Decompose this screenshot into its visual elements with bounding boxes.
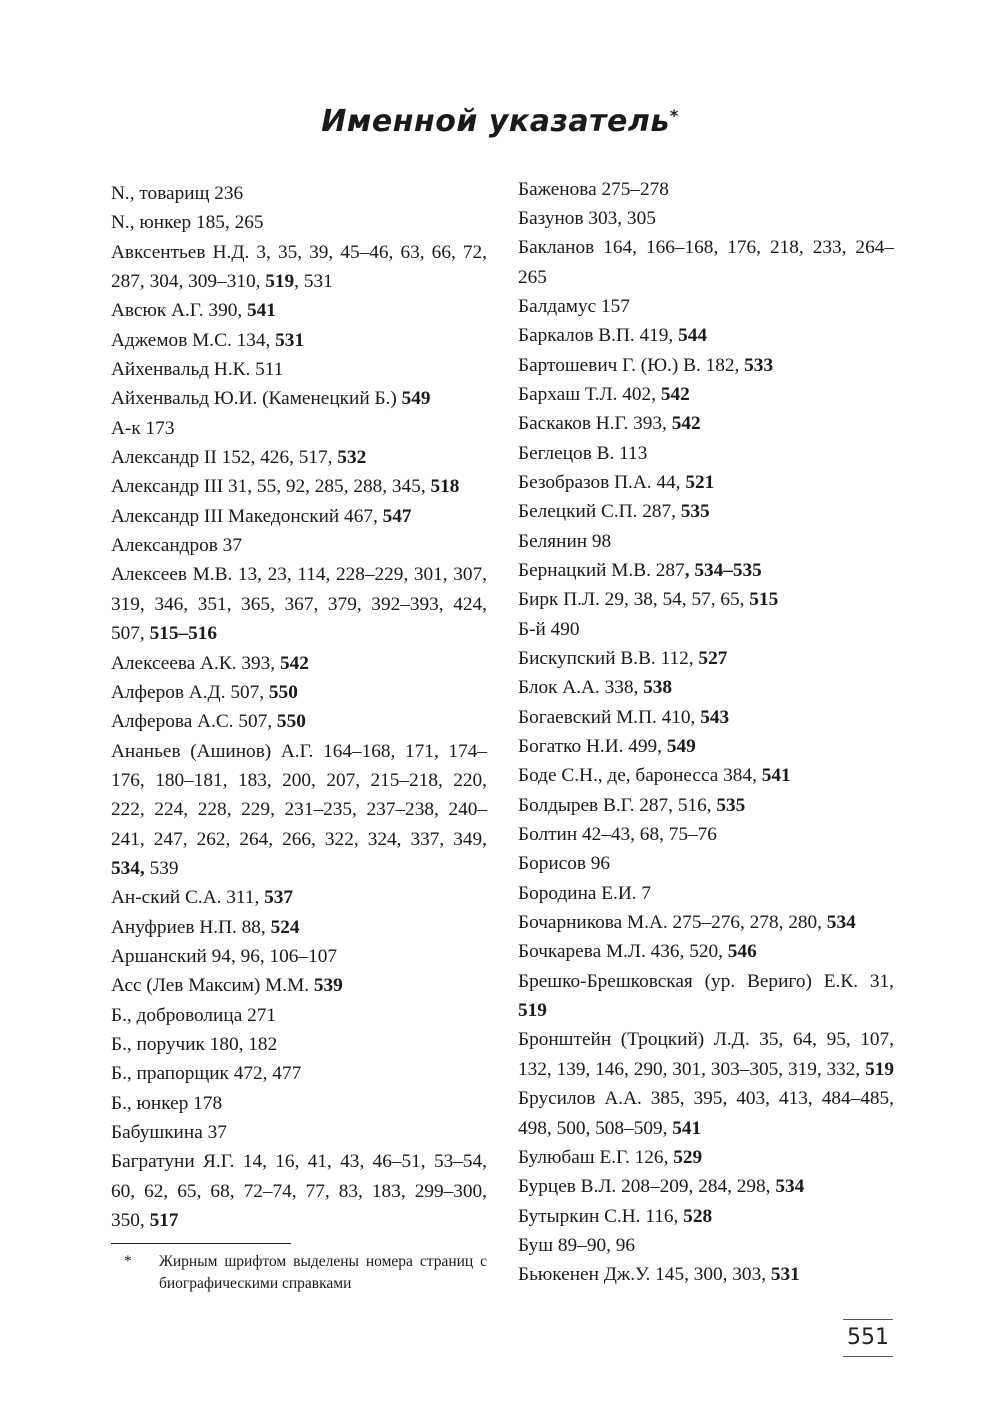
index-entry-text: Багратуни Я.Г. 14, 16, 41, 43, 46–51, 53–54, 60, 62, 65, 68, 72–74, 77, 83, 183, 299–300, 350, bbox=[111, 1151, 487, 1232]
index-entry-text: Айхенвальд Ю.И. (Каменецкий Б.) bbox=[111, 388, 402, 410]
index-entry bbox=[518, 761, 894, 790]
index-entry-text: Ан-ский С.А. 311, bbox=[111, 887, 265, 909]
index-entry-text: Ананьев (Ашинов) А.Г. 164–168, 171, 174–176, 180–181, 183, 200, 207, 215–218, 220, 222, 224, 228, 229, 231–235, 237–238, 240–241, 247, 262, 264, 266, 322, 324, 337, 349, bbox=[111, 740, 487, 850]
index-entry bbox=[518, 321, 894, 350]
index-entry-bio-page: 519 bbox=[518, 1000, 547, 1022]
index-entry bbox=[518, 1202, 894, 1231]
index-entry bbox=[111, 707, 487, 736]
footnote-reference-mark: * bbox=[669, 106, 679, 125]
index-entry-bio-page: 534 bbox=[826, 912, 856, 934]
index-entry-bio-page: 519 bbox=[265, 271, 295, 293]
index-entry bbox=[111, 531, 487, 560]
index-entry bbox=[111, 179, 487, 208]
index-entry bbox=[111, 737, 487, 884]
index-entry-text: Бурцев В.Л. 208–209, 284, 298, bbox=[518, 1176, 776, 1198]
index-entry-bio-page: 529 bbox=[673, 1146, 703, 1168]
footnote-text: Жирным шрифтом выделены номера страниц с биографическими справками bbox=[159, 1253, 487, 1292]
index-entry-bio-page: 534, bbox=[111, 857, 145, 879]
index-entry-text: Бабушкина 37 bbox=[111, 1122, 227, 1143]
index-entry-text: Александр II 152, 426, 517, bbox=[111, 447, 338, 469]
index-entry bbox=[111, 414, 487, 443]
index-entry-text: Болтин 42–43, 68, 75–76 bbox=[518, 824, 717, 846]
index-entry-text: Болдырев В.Г. 287, 516, bbox=[518, 794, 717, 816]
index-entry-text: Богатко Н.И. 499, bbox=[518, 736, 667, 758]
index-column-right bbox=[518, 175, 894, 1290]
index-entry-text: Буш 89–90, 96 bbox=[518, 1234, 636, 1256]
index-entry-text: Бирк П.Л. 29, 38, 54, 57, 65, bbox=[518, 589, 750, 611]
index-entry-bio-page: 541 bbox=[672, 1117, 702, 1139]
index-entry bbox=[111, 1030, 487, 1059]
index-entry bbox=[518, 1143, 894, 1172]
index-entry bbox=[518, 703, 894, 732]
index-entry bbox=[518, 585, 894, 614]
index-entry-bio-page: 550 bbox=[268, 681, 298, 703]
index-entry-text: , 531 bbox=[294, 271, 333, 293]
index-entry-bio-page: 517 bbox=[149, 1210, 179, 1232]
index-entry bbox=[518, 820, 894, 849]
index-entry-text: Баскаков Н.Г. 393, bbox=[518, 413, 672, 435]
index-entry bbox=[111, 560, 487, 648]
index-entry bbox=[111, 649, 487, 678]
index-entry-bio-page: 543 bbox=[700, 706, 730, 728]
index-entry-text: Авсюк А.Г. 390, bbox=[111, 300, 247, 322]
index-entry bbox=[518, 409, 894, 438]
index-entry-text: Б., поручик 180, 182 bbox=[111, 1033, 278, 1055]
index-entry-bio-page: 535 bbox=[680, 501, 710, 523]
index-entry-text: Алексеева А.К. 393, bbox=[111, 652, 280, 674]
index-entry bbox=[518, 204, 894, 233]
index-entry-bio-page: 542 bbox=[660, 383, 690, 405]
index-entry bbox=[111, 208, 487, 237]
index-entry bbox=[111, 1059, 487, 1088]
index-entry-text: Асс (Лев Максим) М.М. bbox=[111, 975, 314, 997]
index-entry-text: Бартошевич Г. (Ю.) В. 182, bbox=[518, 354, 745, 376]
index-entry-text: Бархаш Т.Л. 402, bbox=[518, 383, 661, 405]
footnote bbox=[111, 1251, 487, 1295]
index-entry-text: Аршанский 94, 96, 106–107 bbox=[111, 945, 337, 967]
index-entry bbox=[111, 238, 487, 297]
index-entry-bio-page: 527 bbox=[698, 648, 728, 669]
index-entry-text: Александров 37 bbox=[111, 535, 242, 557]
index-entry-bio-page: 532 bbox=[337, 447, 367, 469]
index-entry-bio-page: 544 bbox=[678, 325, 707, 347]
index-entry bbox=[518, 879, 894, 908]
index-entry bbox=[518, 673, 894, 702]
index-entry-text: 539 bbox=[144, 857, 179, 879]
index-entry bbox=[111, 1001, 487, 1030]
index-column-left bbox=[111, 179, 487, 1235]
index-entry bbox=[111, 296, 487, 325]
index-entry bbox=[111, 472, 487, 501]
index-entry-text: Б-й 490 bbox=[518, 618, 580, 640]
index-entry bbox=[518, 497, 894, 526]
index-entry-text: Богаевский М.П. 410, bbox=[518, 706, 701, 728]
index-entry bbox=[111, 326, 487, 355]
index-entry bbox=[518, 732, 894, 761]
index-entry-text: Бородина Е.И. 7 bbox=[518, 882, 652, 904]
index-entry-text: Бочарникова М.А. 275–276, 278, 280, bbox=[518, 912, 827, 934]
index-entry-text: Александр III 31, 55, 92, 285, 288, 345, bbox=[111, 476, 431, 498]
index-entry-bio-page: 538 bbox=[643, 677, 673, 699]
index-entry-text: Баркалов В.П. 419, bbox=[518, 325, 679, 347]
index-entry bbox=[518, 175, 894, 204]
index-entry-text: Бочкарева М.Л. 436, 520, bbox=[518, 941, 728, 963]
footnote-mark: * bbox=[124, 1253, 132, 1270]
index-entry-bio-page: 519 bbox=[865, 1058, 894, 1080]
index-entry bbox=[518, 556, 894, 585]
index-entry bbox=[111, 1089, 487, 1118]
index-entry-bio-page: 533 bbox=[744, 354, 774, 376]
index-entry bbox=[518, 1172, 894, 1201]
index-entry bbox=[518, 1084, 894, 1143]
index-entry-bio-page: 537 bbox=[264, 887, 294, 909]
index-entry-text: N., юнкер 185, 265 bbox=[111, 212, 264, 234]
index-entry-bio-page: 531 bbox=[275, 329, 305, 351]
index-entry-text: Белецкий С.П. 287, bbox=[518, 501, 681, 523]
index-entry-text: Беглецов В. 113 bbox=[518, 442, 648, 464]
index-entry bbox=[111, 384, 487, 413]
index-entry-text: Брешко-Брешковская (ур. Вериго) Е.К. 31, bbox=[518, 970, 894, 992]
index-entry bbox=[111, 971, 487, 1000]
index-entry-bio-page: , 534–535 bbox=[684, 559, 762, 581]
index-entry bbox=[111, 502, 487, 531]
index-entry-text: Бьюкенен Дж.У. 145, 300, 303, bbox=[518, 1264, 771, 1286]
index-entry bbox=[518, 615, 894, 644]
index-entry-bio-page: 531 bbox=[770, 1264, 800, 1286]
index-entry-text: Белянин 98 bbox=[518, 530, 612, 552]
index-entry-text: N., товарищ 236 bbox=[111, 183, 244, 204]
index-entry-text: Бискупский В.В. 112, bbox=[518, 648, 699, 669]
index-entry-text: Брусилов А.А. 385, 395, 403, 413, 484–485, 498, 500, 508–509, bbox=[518, 1088, 894, 1139]
index-entry-text: Александр III Македонский 467, bbox=[111, 505, 383, 527]
index-entry-text: Алферов А.Д. 507, bbox=[111, 681, 269, 703]
index-entry-bio-page: 549 bbox=[401, 388, 431, 410]
index-entry-bio-page: 542 bbox=[279, 652, 309, 674]
index-entry-text: Айхенвальд Н.К. 511 bbox=[111, 359, 284, 381]
index-entry-bio-page: 528 bbox=[683, 1205, 713, 1227]
index-entry bbox=[518, 233, 894, 292]
index-entry bbox=[518, 908, 894, 937]
index-entry-text: А-к 173 bbox=[111, 417, 175, 439]
index-entry bbox=[111, 1147, 487, 1235]
index-entry bbox=[518, 849, 894, 878]
page-number: 551 bbox=[843, 1319, 893, 1357]
index-entry-text: Авксентьев Н.Д. 3, 35, 39, 45–46, 63, 66, 72, 287, 304, 309–310, bbox=[111, 241, 487, 293]
index-entry bbox=[111, 942, 487, 971]
index-entry-text: Блок А.А. 338, bbox=[518, 677, 644, 699]
index-entry-text: Аджемов М.С. 134, bbox=[111, 329, 276, 351]
index-entry-text: Булюбаш Е.Г. 126, bbox=[518, 1146, 674, 1168]
index-entry bbox=[111, 678, 487, 707]
index-entry bbox=[518, 292, 894, 321]
index-entry-text: Бернацкий М.В. 287 bbox=[518, 559, 685, 581]
index-entry bbox=[111, 355, 487, 384]
index-entry bbox=[518, 1231, 894, 1260]
index-entry-text: Баженова 275–278 bbox=[518, 178, 669, 200]
index-entry bbox=[111, 443, 487, 472]
index-entry bbox=[518, 1260, 894, 1289]
index-entry bbox=[111, 913, 487, 942]
index-entry-bio-page: 539 bbox=[313, 975, 343, 997]
index-entry bbox=[518, 527, 894, 556]
index-entry bbox=[518, 1025, 894, 1084]
index-entry bbox=[518, 791, 894, 820]
index-entry bbox=[518, 468, 894, 497]
index-entry-text: Балдамус 157 bbox=[518, 295, 630, 317]
index-entry-text: Боде С.Н., де, баронесса 384, bbox=[518, 765, 762, 787]
index-entry-text: Базунов 303, 305 bbox=[518, 207, 656, 229]
index-entry-bio-page: 547 bbox=[382, 505, 412, 527]
index-entry-bio-page: 515 bbox=[749, 589, 779, 611]
index-entry-bio-page: 549 bbox=[666, 736, 696, 758]
index-entry-bio-page: 542 bbox=[671, 413, 701, 435]
index-entry-text: Ануфриев Н.П. 88, bbox=[111, 916, 271, 938]
index-entry bbox=[111, 883, 487, 912]
index-entry-bio-page: 524 bbox=[270, 916, 300, 938]
index-entry-text: Алферова А.С. 507, bbox=[111, 711, 277, 733]
index-entry-text: Б., доброволица 271 bbox=[111, 1004, 276, 1026]
index-entry-bio-page: 534 bbox=[775, 1176, 805, 1198]
index-entry-text: Б., прапорщик 472, 477 bbox=[111, 1063, 302, 1085]
index-entry-text: Борисов 96 bbox=[518, 853, 611, 875]
index-entry bbox=[518, 380, 894, 409]
index-entry bbox=[111, 1118, 487, 1147]
index-entry-text: Алексеев М.В. 13, 23, 114, 228–229, 301, 307, 319, 346, 351, 365, 367, 379, 392–393, 424, 507, bbox=[111, 564, 487, 645]
index-entry-bio-page: 518 bbox=[430, 476, 460, 498]
index-entry bbox=[518, 351, 894, 380]
index-entry bbox=[518, 439, 894, 468]
index-entry-text: Бакланов 164, 166–168, 176, 218, 233, 264–265 bbox=[518, 237, 894, 288]
index-entry-bio-page: 541 bbox=[247, 300, 276, 322]
index-entry-bio-page: 541 bbox=[761, 765, 791, 787]
index-entry-bio-page: 535 bbox=[716, 794, 746, 816]
page-title bbox=[0, 104, 1000, 139]
index-entry-text: Бронштейн (Троцкий) Л.Д. 35, 64, 95, 107, 132, 139, 146, 290, 301, 303–305, 319, 332, bbox=[518, 1029, 894, 1080]
index-entry bbox=[518, 644, 894, 673]
index-entry-text: Бутыркин С.Н. 116, bbox=[518, 1205, 684, 1227]
index-entry-bio-page: 515–516 bbox=[149, 623, 218, 645]
index-entry bbox=[518, 937, 894, 966]
index-entry-bio-page: 550 bbox=[276, 711, 306, 733]
footnote-divider bbox=[111, 1243, 291, 1244]
page-title-text: Именной указатель bbox=[321, 104, 670, 139]
index-entry-text: Безобразов П.А. 44, bbox=[518, 471, 686, 493]
index-entry bbox=[518, 967, 894, 1026]
index-entry-text: Б., юнкер 178 bbox=[111, 1092, 223, 1114]
index-entry-bio-page: 546 bbox=[727, 941, 757, 963]
index-entry-bio-page: 521 bbox=[685, 471, 715, 493]
